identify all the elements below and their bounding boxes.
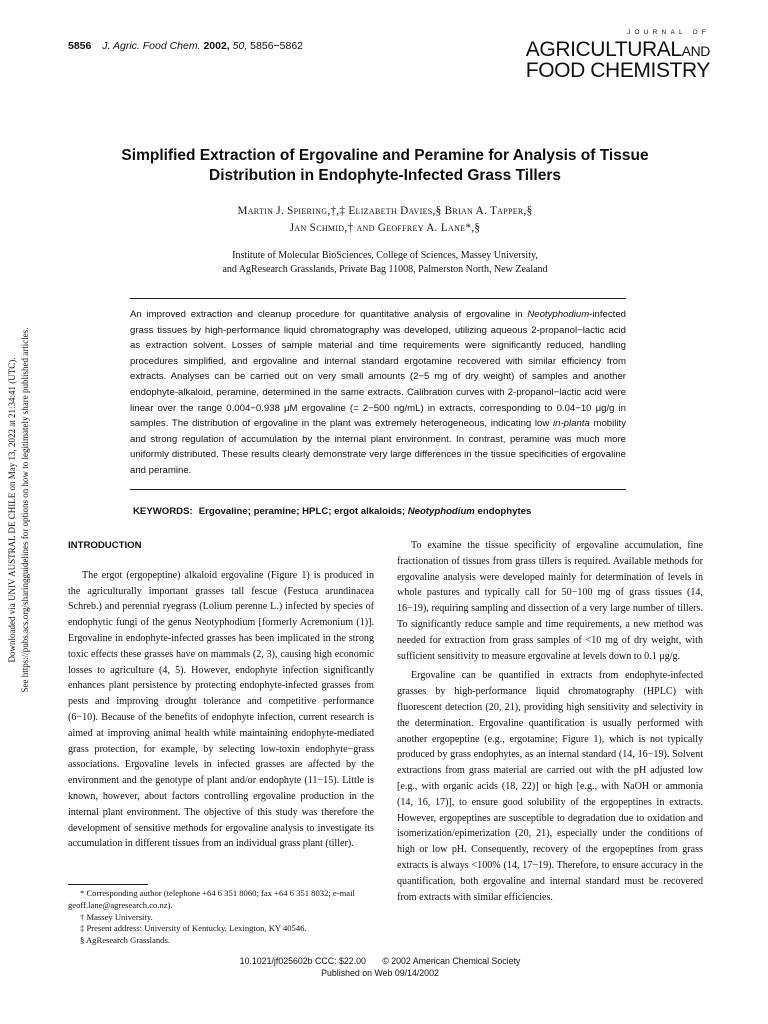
affiliation-line-2: and AgResearch Grasslands, Private Bag 11008, Palmerston North, New Zealand	[222, 264, 548, 275]
keywords-italic: Neotyphodium	[407, 506, 475, 517]
right-paragraph-1: To examine the tissue specificity of ergovaline accumulation, fine fractionation of tissues from grass tillers is required. Available methods for ergovaline analysis were developed mainly for determination of levels in whole pastures and typically call for 50−100 mg of grass tissues (14, 16−19), requiring sampling and dissection of a very large number of tillers. To significantly reduce sample and time requirements, a new method was needed for extraction from grass samples of <10 mg of dry weight, with sufficient sensitivity to measure ergovaline at levels down to 0.1 μg/g.	[397, 540, 703, 662]
abstract-italic-1: Neotyphodium	[527, 309, 590, 320]
copyright: © 2002 American Chemical Society	[382, 956, 521, 966]
journal-logo-small: JOURNAL OF	[627, 29, 710, 36]
page-footer	[150, 955, 610, 979]
abstract-text-3: mobility and strong regulation of accumulation by the internal plant environment. In contrast, peramine was much more uniformly distributed. These results clearly demonstrate very large differences in the tissue specificities of ergovaline and peramine.	[130, 418, 626, 476]
affiliation	[80, 249, 690, 277]
abstract-text-1: An improved extraction and cleanup procedure for quantitative analysis of ergovaline in	[130, 309, 528, 320]
citation-volume: 50,	[232, 40, 248, 52]
left-column	[68, 538, 374, 852]
page-number: 5856	[68, 40, 92, 52]
journal-logo-line2: FOOD CHEMISTRY	[525, 58, 710, 82]
intro-paragraph: The ergot (ergopeptine) alkaloid ergovaline (Figure 1) is produced in the agriculturally important grasses tall fescue (Festuca arundinacea Schreb.) and perennial ryegrass (Lolium perenne L.) infected by species of endophytic fungi of the genus Neotyphodium [formerly Acremonium (1)]. Ergovaline in endophyte-infected grasses has been implicated in the strong toxic effects these grasses have on mammals (2, 3), causing high economic losses to agriculture (4, 5). However, endophyte infection significantly enhances plant persistence by protecting endophyte-infected grasses from pests and improving drought tolerance and competitive performance (6−10). Because of the benefits of endophyte infection, current research is aimed at improving animal health while maintaining endophyte-mediated grass protection, for example, by selecting low-toxin endophyte−grass associations. Ergovaline levels in infected grasses are affected by the environment and the genotype of plant and/or endophyte (11−15). Little is known, however, about factors controlling ergovaline production in the internal plant environment. The objective of this study was therefore the development of sensitive methods for ergovaline analysis to investigate its accumulation in different tissues from an individual grass plant (tiller).	[68, 569, 374, 850]
published-date: Published on Web 09/14/2002	[321, 968, 439, 978]
footnote-divider	[68, 884, 148, 885]
abstract-italic-2: in-planta	[552, 418, 590, 430]
journal-citation: J. Agric. Food Chem.	[102, 40, 201, 52]
citation-pages: 5856−5862	[250, 40, 304, 52]
citation-year: 2002,	[203, 40, 230, 52]
keywords-tail: endophytes	[474, 506, 532, 517]
article-title: Simplified Extraction of Ergovaline and Peramine for Analysis of Tissue Distribution in Endophyte-Infected Grass Tillers	[121, 147, 649, 184]
journal-logo-line1: AGRICULTURAL	[525, 37, 682, 61]
footnote-agresearch: § AgResearch Grasslands.	[80, 935, 170, 946]
footnote-corresponding: * Corresponding author (telephone +64 6 351 8060; fax +64 6 351 8032; e-mail geoff.lane@agresearch.co.nz).	[68, 888, 355, 910]
download-notice-line-1: Downloaded via UNIV AUSTRAL DE CHILE on May 13, 2022 at 21:34:41 (UTC).	[7, 357, 17, 663]
footnote-massey: † Massey University.	[80, 911, 153, 922]
affiliation-line-1: Institute of Molecular BioSciences, College of Sciences, Massey University,	[232, 250, 538, 261]
download-notice-line-2: See https://pubs.acs.org/sharingguidelines for options on how to legitimately share published articles.	[20, 327, 30, 693]
footnotes	[68, 888, 374, 947]
journal-logo-and: AND	[681, 42, 710, 59]
keywords-label: KEYWORDS:	[133, 506, 193, 517]
author-list	[80, 203, 690, 237]
abstract-text-2: -infected grass tissues by high-performance liquid chromatography was developed, utilizing aqueous 2-propanol−lactic acid as extraction solvent. Losses of sample material and time requirements were significantly reduced, handling procedures simplified, and ergovaline and internal standard ergotamine recovered with similar efficiency from extracts. Analyses can be carried out on very small amounts (2−5 mg of dry weight) of samples and another endophyte-alkaloid, peramine, determined in the same extracts. Calibration curves with 2-propanol−lactic acid were linear over the range 0.004−0.938 μM ergovaline (= 2−500 ng/mL) in extracts, corresponding to 0.04−10 μg/g in samples. The distribution of ergovaline in the plant was extremely heterogeneous, indicating low	[130, 309, 626, 430]
journal-logo	[526, 30, 710, 81]
keywords	[133, 506, 531, 517]
right-paragraph-2: Ergovaline can be quantified in extracts from endophyte-infected grasses by high-performance liquid chromatography (HPLC) with fluorescent detection (20, 21), providing high sensitivity and selectivity in the determination. Ergovaline quantification is usually performed with another ergopeptine (e.g., ergotamine; Figure 1), which is not typically produced by grass endophytes, as an internal standard (14, 16−19). Solvent extractions from grass material are carried out with the pH adjusted low [e.g., with organic acids (18, 22)] or high [e.g., with NaOH or ammonia (14, 16, 17)], to ensure good solubility of the ergopeptines in extracts. However, ergopeptines are susceptible to degradation due to oxidation and isomerization/epimerization (20, 21), especially under the conditions of high or low pH. Consequently, recovery of the ergopeptines from grass extracts is always <100% (14, 17−19). Therefore, to ensure accuracy in the quantification, both ergovaline and internal standard must be recovered from extracts with similar efficiencies.	[397, 670, 703, 903]
author-line-2: Jan Schmid,† and Geoffrey A. Lane*,§	[289, 222, 481, 234]
keywords-text: Ergovaline; peramine; HPLC; ergot alkaloids;	[198, 506, 408, 517]
author-line-1: Martin J. Spiering,†,‡ Elizabeth Davies,§ Brian A. Tapper,§	[237, 205, 533, 217]
abstract	[130, 298, 626, 490]
right-column	[397, 538, 703, 905]
download-notice	[6, 300, 40, 720]
doi: 10.1021/jf025602b CCC: $22.00	[239, 956, 366, 966]
running-header	[68, 40, 303, 52]
section-heading-introduction: INTRODUCTION	[68, 540, 142, 551]
footnote-present-address: ‡ Present address: University of Kentucky, Lexington, KY 40546.	[80, 923, 307, 934]
